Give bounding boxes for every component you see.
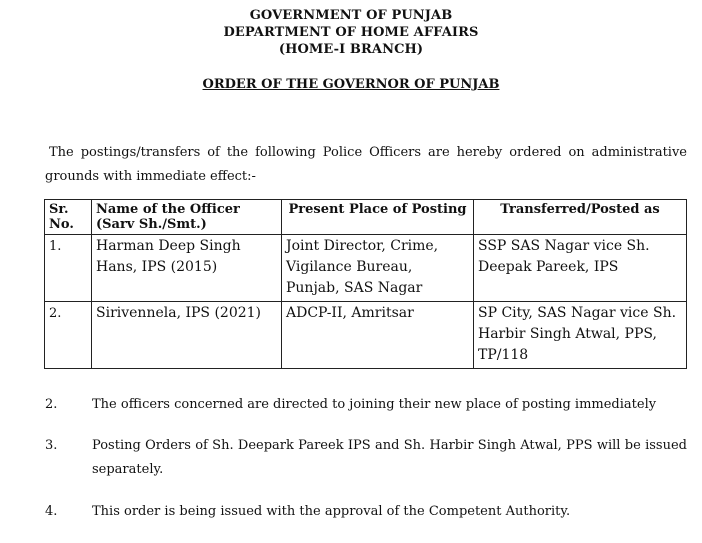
table-row (45, 302, 687, 369)
row-present-posting: ADCP-II, Amritsar (282, 302, 474, 369)
paragraph-number: 3. (45, 438, 58, 453)
paragraph-number: 2. (45, 397, 58, 412)
order-title-text: ORDER OF THE GOVERNOR OF PUNJAB (202, 77, 500, 92)
header-sr-line2: No. (49, 217, 74, 232)
row-officer-name: Harman Deep Singh Hans, IPS (2015) (92, 235, 282, 302)
row-new-posting: SSP SAS Nagar vice Sh. Deepak Pareek, IPS (474, 235, 687, 302)
header-branch: (HOME-I BRANCH) (278, 42, 424, 57)
intro-paragraph: The postings/transfers of the following Police Officers are hereby ordered on administrative grounds with immediate effect:- (45, 145, 687, 184)
header-sr-line1: Sr. (49, 202, 69, 217)
header-department: DEPARTMENT OF HOME AFFAIRS (223, 25, 479, 40)
header-name-line2: (Sarv Sh./Smt.) (96, 217, 207, 232)
paragraph-text: The officers concerned are directed to joining their new place of posting immediately (92, 397, 657, 412)
paragraph-text: Posting Orders of Sh. Deepark Pareek IPS and Sh. Harbir Singh Atwal, PPS will be issued separately. (92, 438, 687, 477)
header-present-posting: Present Place of Posting (282, 200, 474, 235)
row-sr-no: 2. (45, 302, 92, 369)
row-officer-name: Sirivennela, IPS (2021) (92, 302, 282, 369)
paragraph-number: 4. (45, 504, 58, 519)
postings-table (44, 199, 687, 369)
paragraph-text: This order is being issued with the approval of the Competent Authority. (92, 504, 571, 519)
header-government: GOVERNMENT OF PUNJAB (249, 8, 453, 23)
order-title (0, 77, 702, 92)
table-header-row (45, 200, 687, 235)
header-sr-no (45, 200, 92, 235)
header-officer-name (92, 200, 282, 235)
row-sr-no: 1. (45, 235, 92, 302)
row-new-posting: SP City, SAS Nagar vice Sh. Harbir Singh Atwal, PPS, TP/118 (474, 302, 687, 369)
header-transferred-posted: Transferred/Posted as (474, 200, 687, 235)
header-name-line1: Name of the Officer (96, 202, 240, 217)
row-present-posting: Joint Director, Crime, Vigilance Bureau, Punjab, SAS Nagar (282, 235, 474, 302)
table-row (45, 235, 687, 302)
